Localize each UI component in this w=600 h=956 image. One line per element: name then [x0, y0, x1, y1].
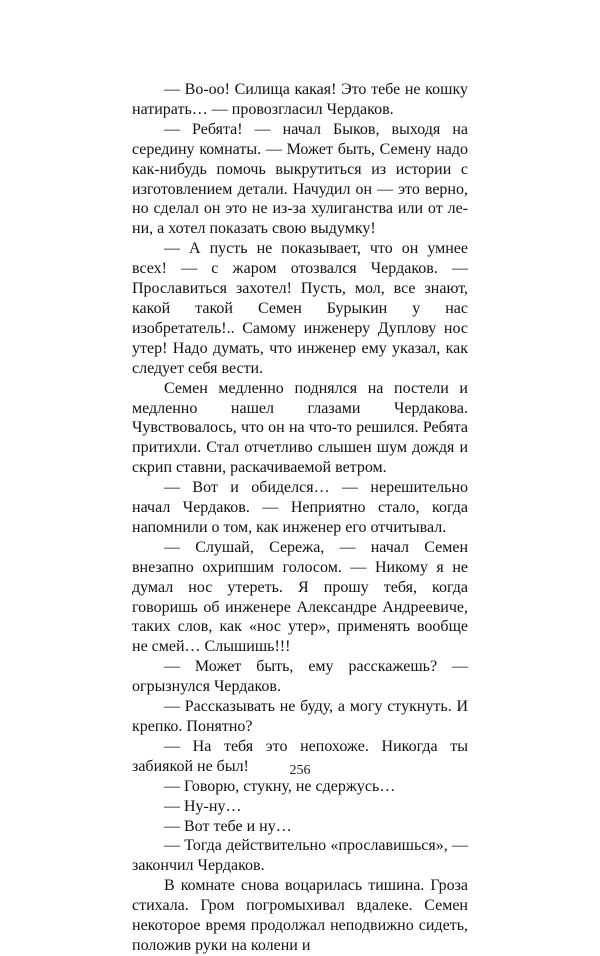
paragraph: Семен медленно поднялся на постели и медленно нашел глазами Чердакова. Чувствовалось, что он на что-то решился. Ребята притихли. Стал отчетливо слышен шум дождя и скрип ставни, раскачиваемой ветром. — [132, 379, 468, 477]
paragraph: — Во-оо! Силища какая! Это тебе не кошку натирать… — провозгласил Чердаков. — [132, 81, 468, 118]
paragraph: — Тогда действительно «прославишься», — закончил Чердаков. — [132, 837, 468, 875]
paragraph: — Ну-ну… — [164, 797, 242, 815]
paragraph: — Рассказывать не буду, а могу стукнуть. И крепко. Понятно? — [132, 698, 468, 735]
body-text — [132, 80, 468, 956]
paragraph: — На тебя это непохоже. Никогда ты забиякой не был! — [132, 737, 468, 775]
page-number: 256 — [289, 763, 311, 778]
paragraph: — Вот и обиделся… — нерешительно начал Чердаков. — Неприятно стало, когда напомнили о том, как инженер его отчитывал. — [132, 479, 468, 536]
paragraph: — Говорю, стукну, не сдержусь… — [164, 777, 396, 795]
paragraph: — Слушай, Сережа, — начал Семен внезапно охрипшим голосом. — Никому я не думал нос утереть. Я прошу тебя, когда говоришь об инженере Александре Андреевиче, таких слов, как «нос утер», применять вообще не смей… Слышишь!!! — [132, 538, 468, 656]
paragraph: — Ребята! — начал Быков, выходя на середину комнаты. — Может быть, Семену надо как-нибудь помочь выкрутиться из истории с изготовлением детали. Начудил он — это верно, но сделал он это не из-за хулиганства или от лени, а хотел показать свою выдумку! — [132, 120, 468, 238]
paragraph: В комнате снова воцарилась тишина. Гроза стихала. Гром погромыхивал вдалеке. Семен некоторое время продолжал неподвижно сидеть, положив руки на колени и — [132, 877, 468, 954]
paragraph: — Вот тебе и ну… — [164, 817, 292, 835]
paragraph: — А пусть не показывает, что он умнее всех! — с жаром отозвался Чердаков. — Прославиться захотел! Пусть, мол, все знают, какой такой Семен Бурыкин у нас изобретатель!.. Самому инженеру Дуплову нос утер! Надо думать, что инженер ему указал, как следует себя вести. — [132, 240, 468, 377]
paragraph: — Может быть, ему расскажешь? — огрызнулся Чердаков. — [132, 658, 468, 696]
